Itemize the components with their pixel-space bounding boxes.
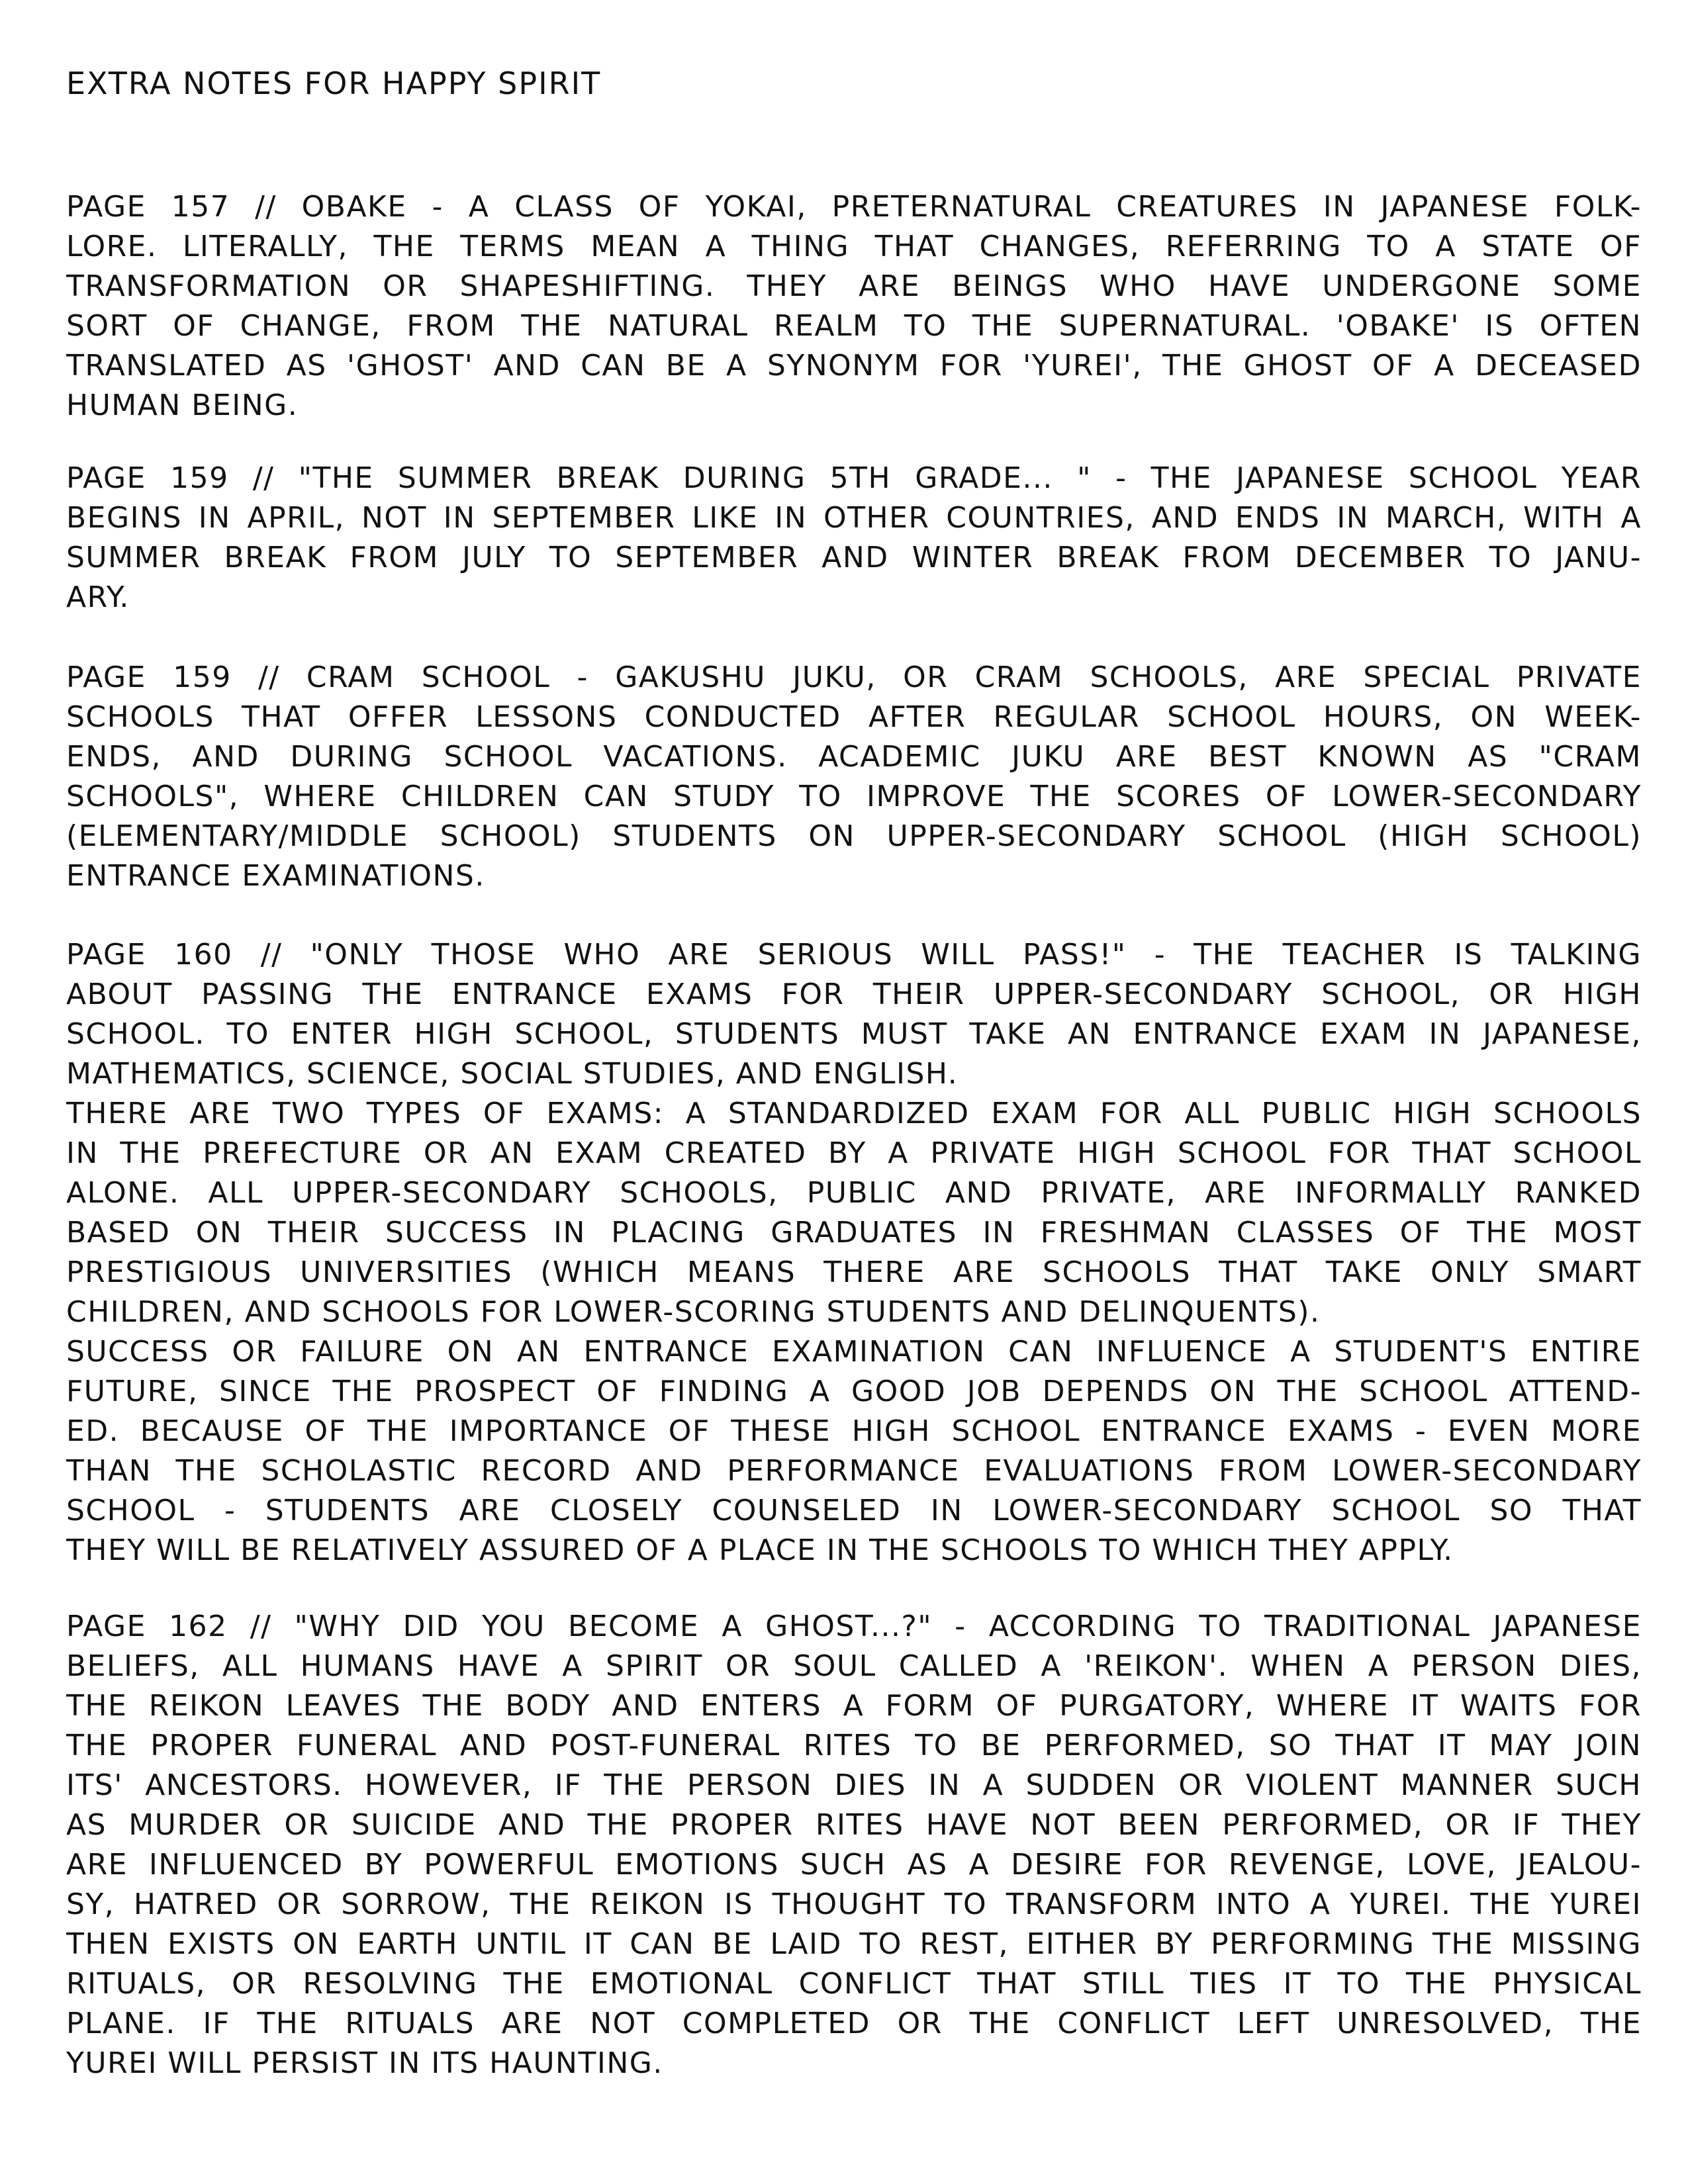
note-line: PAGE 159 // CRAM SCHOOL - GAKUSHU JUKU, OR CRAM SCHOOLS, ARE SPECIAL PRIVATE [66,660,1642,694]
note-line: LORE. LITERALLY, THE TERMS MEAN A THING THAT CHANGES, REFERRING TO A STATE OF [66,230,1642,263]
note-line: ENDS, AND DURING SCHOOL VACATIONS. ACADEMIC JUKU ARE BEST KNOWN AS "CRAM [66,740,1642,774]
note-line: SCHOOLS", WHERE CHILDREN CAN STUDY TO IMPROVE THE SCORES OF LOWER-SECONDARY [66,780,1642,813]
note-page-159-summer-break [66,459,1642,617]
note-line: THE PROPER FUNERAL AND POST-FUNERAL RITES TO BE PERFORMED, SO THAT IT MAY JOIN [66,1729,1642,1762]
note-line: THE REIKON LEAVES THE BODY AND ENTERS A FORM OF PURGATORY, WHERE IT WAITS FOR [66,1689,1642,1723]
note-line: PAGE 160 // "ONLY THOSE WHO ARE SERIOUS WILL PASS!" - THE TEACHER IS TALKING [66,938,1642,972]
note-line: SUCCESS OR FAILURE ON AN ENTRANCE EXAMINATION CAN INFLUENCE A STUDENT'S ENTIRE [66,1335,1642,1369]
note-line: SCHOOL - STUDENTS ARE CLOSELY COUNSELED IN LOWER-SECONDARY SCHOOL SO THAT [66,1494,1642,1527]
note-line: THEY WILL BE RELATIVELY ASSURED OF A PLACE IN THE SCHOOLS TO WHICH THEY APPLY. [66,1533,1454,1567]
note-line: PAGE 159 // "THE SUMMER BREAK DURING 5TH GRADE... " - THE JAPANESE SCHOOL YEAR [66,461,1642,495]
document-title: EXTRA NOTES FOR HAPPY SPIRIT [66,66,602,101]
note-line: ABOUT PASSING THE ENTRANCE EXAMS FOR THEIR UPPER-SECONDARY SCHOOL, OR HIGH [66,978,1642,1011]
note-line: TRANSFORMATION OR SHAPESHIFTING. THEY ARE BEINGS WHO HAVE UNDERGONE SOME [66,269,1642,303]
note-line: PRESTIGIOUS UNIVERSITIES (WHICH MEANS THERE ARE SCHOOLS THAT TAKE ONLY SMART [66,1255,1642,1289]
note-line: (ELEMENTARY/MIDDLE SCHOOL) STUDENTS ON UPPER-SECONDARY SCHOOL (HIGH SCHOOL) [66,819,1642,853]
note-page-162-ghost [66,1607,1642,2083]
note-line: SCHOOLS THAT OFFER LESSONS CONDUCTED AFTER REGULAR SCHOOL HOURS, ON WEEK- [66,700,1642,734]
note-line: SUMMER BREAK FROM JULY TO SEPTEMBER AND WINTER BREAK FROM DECEMBER TO JANU- [66,541,1642,574]
note-line: THEN EXISTS ON EARTH UNTIL IT CAN BE LAID TO REST, EITHER BY PERFORMING THE MISSING [66,1927,1642,1961]
note-page-159-cram-school [66,658,1642,896]
note-line: THERE ARE TWO TYPES OF EXAMS: A STANDARDIZED EXAM FOR ALL PUBLIC HIGH SCHOOLS [66,1097,1642,1130]
note-line: ARY. [66,580,130,614]
note-line: YUREI WILL PERSIST IN ITS HAUNTING. [66,2046,663,2080]
note-line: ED. BECAUSE OF THE IMPORTANCE OF THESE HIGH SCHOOL ENTRANCE EXAMS - EVEN MORE [66,1414,1642,1448]
note-line: ARE INFLUENCED BY POWERFUL EMOTIONS SUCH AS A DESIRE FOR REVENGE, LOVE, JEALOU- [66,1848,1642,1882]
note-line: THAN THE SCHOLASTIC RECORD AND PERFORMANCE EVALUATIONS FROM LOWER-SECONDARY [66,1454,1642,1488]
note-line: ALONE. ALL UPPER-SECONDARY SCHOOLS, PUBLIC AND PRIVATE, ARE INFORMALLY RANKED [66,1176,1642,1210]
note-page-160-entrance-exams [66,935,1642,1570]
note-line: PAGE 162 // "WHY DID YOU BECOME A GHOST...?" - ACCORDING TO TRADITIONAL JAPANESE [66,1610,1642,1643]
note-line: CHILDREN, AND SCHOOLS FOR LOWER-SCORING STUDENTS AND DELINQUENTS). [66,1295,1321,1329]
note-line: HUMAN BEING. [66,388,299,422]
note-line: SORT OF CHANGE, FROM THE NATURAL REALM TO THE SUPERNATURAL. 'OBAKE' IS OFTEN [66,309,1642,343]
note-line: IN THE PREFECTURE OR AN EXAM CREATED BY A PRIVATE HIGH SCHOOL FOR THAT SCHOOL [66,1136,1642,1170]
note-line: PAGE 157 // OBAKE - A CLASS OF YOKAI, PRETERNATURAL CREATURES IN JAPANESE FOLK- [66,190,1642,224]
note-line: TRANSLATED AS 'GHOST' AND CAN BE A SYNONYM FOR 'YUREI', THE GHOST OF A DECEASED [66,349,1642,383]
note-line: RITUALS, OR RESOLVING THE EMOTIONAL CONFLICT THAT STILL TIES IT TO THE PHYSICAL [66,1967,1642,2001]
note-line: SY, HATRED OR SORROW, THE REIKON IS THOUGHT TO TRANSFORM INTO A YUREI. THE YUREI [66,1888,1642,1921]
note-line: SCHOOL. TO ENTER HIGH SCHOOL, STUDENTS MUST TAKE AN ENTRANCE EXAM IN JAPANESE, [66,1017,1642,1051]
note-line: ENTRANCE EXAMINATIONS. [66,859,485,893]
note-line: BELIEFS, ALL HUMANS HAVE A SPIRIT OR SOUL CALLED A 'REIKON'. WHEN A PERSON DIES, [66,1649,1642,1683]
note-line: MATHEMATICS, SCIENCE, SOCIAL STUDIES, AND ENGLISH. [66,1057,959,1091]
note-line: AS MURDER OR SUICIDE AND THE PROPER RITES HAVE NOT BEEN PERFORMED, OR IF THEY [66,1808,1642,1842]
note-line: FUTURE, SINCE THE PROSPECT OF FINDING A GOOD JOB DEPENDS ON THE SCHOOL ATTEND- [66,1375,1642,1408]
note-line: BASED ON THEIR SUCCESS IN PLACING GRADUATES IN FRESHMAN CLASSES OF THE MOST [66,1216,1642,1250]
note-line: ITS' ANCESTORS. HOWEVER, IF THE PERSON DIES IN A SUDDEN OR VIOLENT MANNER SUCH [66,1768,1642,1802]
note-line: PLANE. IF THE RITUALS ARE NOT COMPLETED OR THE CONFLICT LEFT UNRESOLVED, THE [66,2007,1642,2040]
note-page-157-obake [66,187,1642,426]
note-line: BEGINS IN APRIL, NOT IN SEPTEMBER LIKE IN OTHER COUNTRIES, AND ENDS IN MARCH, WITH A [66,501,1642,535]
